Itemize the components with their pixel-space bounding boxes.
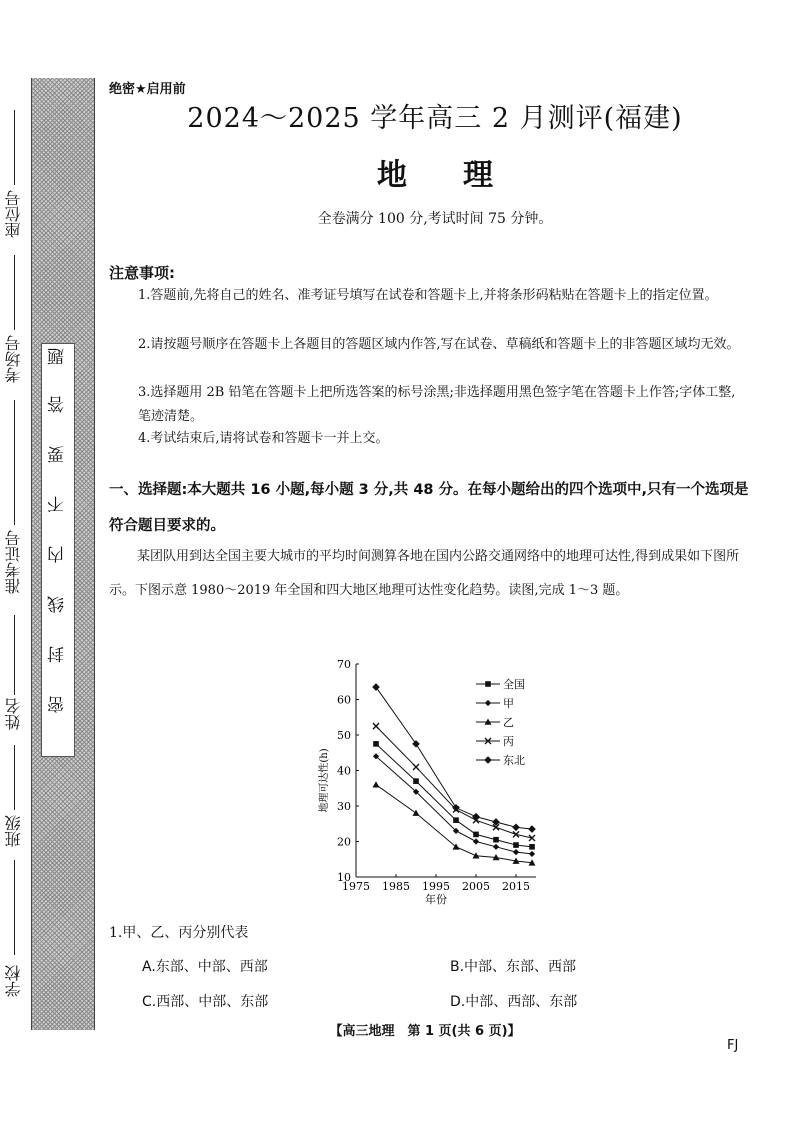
seal-char: 线 [48,596,68,613]
y-tick-label: 10 [337,871,351,884]
y-tick-label: 50 [337,729,351,742]
data-point [413,810,420,816]
data-point [473,838,479,844]
field-line [14,400,15,525]
field-class: 班级 [4,815,23,847]
data-point [373,723,379,729]
series-line [376,785,532,863]
data-point [493,844,499,850]
paper-code: FJ [727,1038,739,1053]
x-tick-label: 1975 [342,880,370,893]
data-point [413,764,419,770]
field-exam-room: 考场号 [4,335,23,383]
seal-char: 题 [48,348,68,365]
accessibility-chart [300,650,560,910]
note-item: 3.选择题用 2B 铅笔在答题卡上把所选答案的标号涂黑;非选择题用黑色签字笔在答题卡上作答;字体工整,笔迹清楚。 [138,385,736,424]
y-tick-label: 40 [337,764,351,778]
binding-margin [0,0,100,1129]
seal-char: 要 [48,446,68,463]
page-footer: 【高三地理 第 1 页(共 6 页)】 [329,1024,521,1039]
option-c: C.西部、中部、东部 [142,994,269,1010]
data-point [473,832,479,838]
legend-label: 甲 [503,697,514,710]
subject-char: 地 [377,158,407,193]
data-point [373,781,380,787]
field-line [14,255,15,330]
legend-label: 丙 [503,735,514,748]
y-tick-label: 70 [337,658,351,671]
note-item: 2.请按题号顺序在答题卡上各题目的答题区域内作答,写在试卷、草稿纸和答题卡上的非答题区域均无效。 [138,337,740,352]
x-tick-label: 2005 [462,880,490,893]
option-a: A.东部、中部、西部 [142,959,268,975]
seal-char: 内 [48,546,68,563]
field-seat-number: 座位号 [4,190,23,238]
secret-label: 绝密★启用前 [109,82,186,97]
legend-marker [485,700,491,706]
data-point [493,837,499,843]
seal-char: 封 [48,646,68,663]
seal-char: 不 [48,496,68,513]
field-name: 姓名 [4,698,23,730]
legend-marker [485,681,491,687]
option-d: D.中部、西部、东部 [450,994,578,1010]
section-heading: 一、选择题:本大题共 16 小题,每小题 3 分,共 48 分。在每小题给出的四个选项中,只有一个选项是符合题目要求的。 [109,482,749,534]
score-info: 全卷满分 100 分,考试时间 75 分钟。 [317,211,553,227]
y-tick-label: 20 [337,835,351,849]
note-item: 4.考试结束后,请将试卷和答题卡一并上交。 [138,431,389,446]
y-tick-label: 60 [337,693,351,707]
data-point [372,683,380,691]
field-line [14,745,15,810]
seal-char: 密 [48,696,68,713]
y-tick-label: 30 [337,800,351,813]
x-axis-label: 年份 [425,893,447,906]
data-point [513,849,519,855]
subject-char: 理 [463,158,493,193]
question-1-stem: 1.甲、乙、丙分别代表 [109,925,249,941]
data-point [373,741,379,747]
data-point [412,740,420,748]
legend-label: 乙 [503,716,514,729]
seal-line-box [41,343,75,757]
data-point [529,844,535,850]
data-point [528,825,536,833]
x-tick-label: 1985 [382,880,410,893]
note-item: 1.答题前,先将自己的姓名、准考证号填写在试卷和答题卡上,并将条形码粘贴在答题卡上的指定位置。 [138,288,718,303]
data-point [529,851,535,857]
field-line [14,110,15,185]
x-tick-label: 1995 [422,880,450,893]
exam-title: 2024～2025 学年高三 2 月测评(福建) [187,103,683,134]
data-point [513,842,519,848]
data-point [473,852,480,858]
seal-char: 答 [48,396,68,413]
legend-label: 全国 [503,678,525,691]
y-axis-label: 地理可达性(h) [319,748,330,813]
question-intro [109,540,749,608]
subject-title [160,150,710,194]
data-point [512,824,520,832]
data-point [453,817,459,823]
data-point [413,778,419,784]
field-line [14,860,15,955]
field-school: 学校 [4,965,23,997]
chart-svg [300,650,560,910]
x-tick-label: 2015 [502,880,530,893]
notes-title: 注意事项: [109,264,175,282]
legend-label: 东北 [503,754,525,767]
field-line [14,615,15,695]
field-admission-number: 准考证号 [4,530,23,594]
intro-text: 某团队用到达全国主要大城市的平均时间测算各地在国内公路交通网络中的地理可达性,得到成果如下图所示。下图示意 1980～2019 年全国和四大地区地理可达性变化趋势。读图,完成 1～3 题。 [109,549,740,598]
option-b: B.中部、东部、西部 [450,959,577,975]
legend-marker [484,756,492,764]
